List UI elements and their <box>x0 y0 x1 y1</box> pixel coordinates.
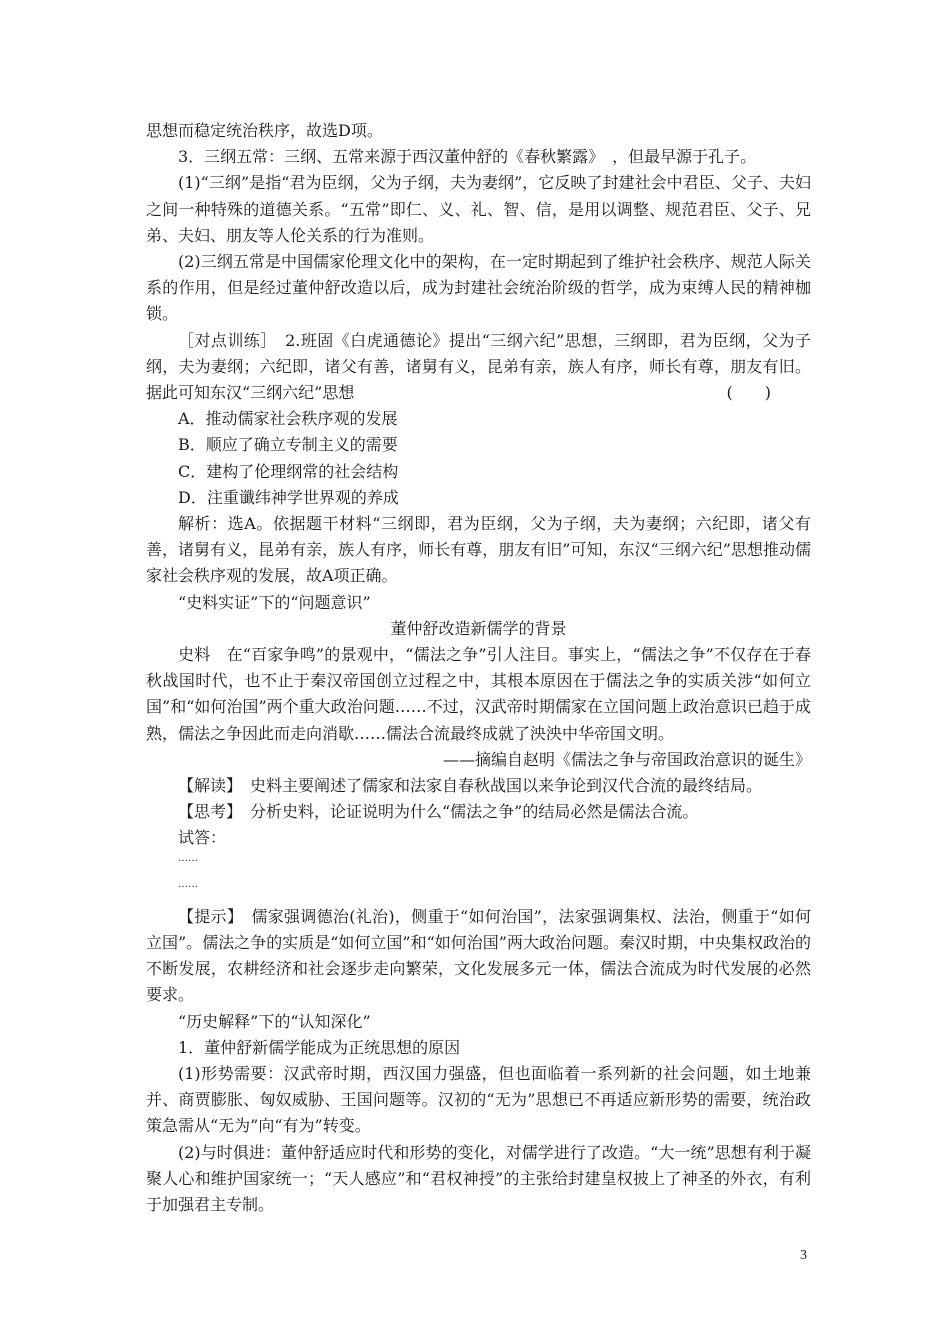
answer-line-2: …… <box>178 878 198 890</box>
interpretation-paragraph: 【解读】 史料主要阐述了儒家和法家自春秋战国以来争论到汉代合流的最终结局。 <box>178 776 763 796</box>
paragraph-sangang-role: (2)三纲五常是中国儒家伦理文化中的架构，在一定时期起到了维护社会秩序、规范人际关系的作用，但是经过董仲舒改造以后，成为封建社会统治阶级的哲学，成为束缚人民的精神枷锁。 <box>146 252 811 324</box>
answer-line-1: …… <box>178 852 198 864</box>
page-content <box>146 118 811 1218</box>
paragraph-continuation: 思想而稳定统治秩序，故选D项。 <box>146 121 383 140</box>
source-citation: ——摘编自赵明《儒法之争与帝国政治意识的诞生》 <box>442 749 811 769</box>
reason-1: (1)形势需要：汉武帝时期，西汉国力强盛，但也面临着一系列新的社会问题，如土地兼并、商贾膨胀、匈奴威胁、王国问题等。汉初的“无为”思想已不再适应新形势的需要，统治政策急需从“无为”向“有为”转变。 <box>146 1063 811 1136</box>
source-material: 史料 在“百家争鸣”的景观中，“儒法之争”引人注目。事实上，“儒法之争”不仅存在于春秋战国时代，也不止于秦汉帝国创立过程之中，其根本原因在于儒法之争的实质关涉“如何立国”和“如何治国”两个重大政治问题……不过，汉武帝时期儒家在立国问题上政治意识已趋于成熟，儒法之争因此而走向消歇……儒法合流最终成就了泱泱中华帝国文明。 <box>146 645 811 743</box>
thinking-paragraph: 【思考】 分析史料，论证说明为什么“儒法之争”的结局必然是儒法合流。 <box>178 802 699 822</box>
option-d: D．注重谶纬神学世界观的养成 <box>178 487 399 507</box>
hint-paragraph: 【提示】 儒家强调德治(礼治)，侧重于“如何治国”，法家强调集权、法治，侧重于“如何立国”。儒法之争的实质是“如何立国”和“如何治国”两大政治问题。秦汉时期，中央集权政治的不断发展，农耕经济和社会逐步走向繁荣，文化发展多元一体，儒法合流成为时代发展的必然要求。 <box>146 906 811 1005</box>
page-number: 3 <box>800 1248 807 1263</box>
reason-2: (2)与时俱进：董仲舒适应时代和形势的变化，对儒学进行了改造。“大一统”思想有利于凝聚人心和维护国家统一；“天人感应”和“君权神授”的主张给封建皇权披上了神圣的外衣，有利于加强君主专制。 <box>146 1142 811 1214</box>
paragraph-sangang-definition: (1)“三纲”是指“君为臣纲，父为子纲，夫为妻纲”，它反映了封建社会中君臣、父子、夫妇之间一种特殊的道德关系。“五常”即仁、义、礼、智、信，是用以调整、规范君臣、父子、兄弟、夫妇、朋友等人伦关系的行为准则。 <box>146 173 811 245</box>
analysis-paragraph: 解析：选A。依据题干材料“三纲即，君为臣纲，父为子纲，夫为妻纲；六纪即，诸父有善，诸舅有义，昆弟有亲，族人有序，师长有尊，朋友有旧”可知，东汉“三纲六纪”思想推动儒家社会秩序观的发展，故A项正确。 <box>146 514 811 586</box>
paragraph-sangang-wuchang: 3．三纲五常：三纲、五常来源于西汉董仲舒的《春秋繁露》 ，但最早源于孔子。 <box>178 147 757 167</box>
answer-blank: ( ) <box>726 383 771 403</box>
exercise-question-text: ［对点训练］ 2.班固《白虎通德论》提出“三纲六纪”思想，三纲即，君为臣纲，父为子纲，夫为妻纲；六纪即，诸父有善，诸舅有义，昆弟有亲，族人有序，师长有尊，朋友有旧。据此可知东汉“三纲六纪”思想 <box>146 330 811 403</box>
option-b: B．顺应了确立专制主义的需要 <box>178 435 398 455</box>
option-c: C．建构了伦理纲常的社会结构 <box>178 461 399 481</box>
exercise-question <box>146 328 811 407</box>
option-a: A．推动儒家社会秩序观的发展 <box>178 409 398 429</box>
section-heading-explanation: “历史解释”下的“认知深化” <box>178 1011 371 1031</box>
try-answer-label: 试答： <box>178 828 227 848</box>
section-heading-evidence: “史料实证”下的“问题意识” <box>178 592 371 612</box>
subheading-reasons: 1．董仲舒新儒学能成为正统思想的原因 <box>178 1037 461 1057</box>
section-title-background: 董仲舒改造新儒学的背景 <box>390 618 567 638</box>
